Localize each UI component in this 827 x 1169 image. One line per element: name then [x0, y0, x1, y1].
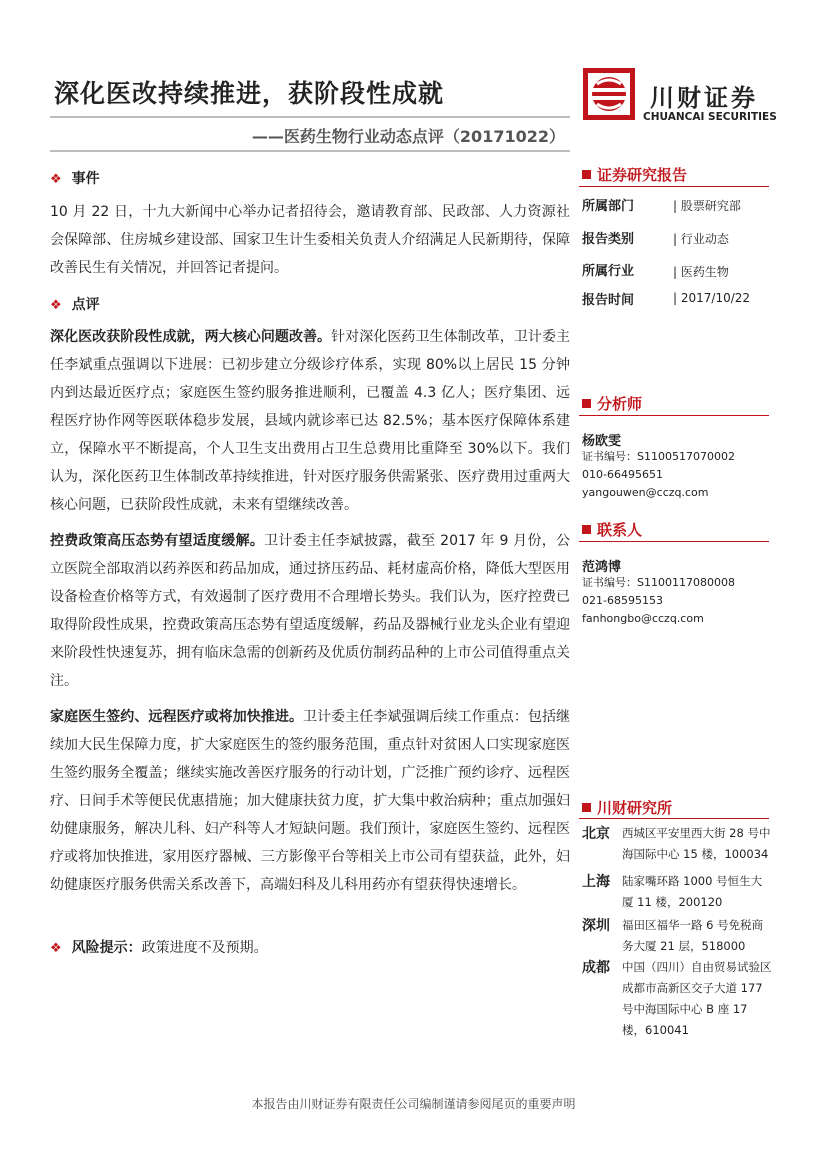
contact-cert: 证书编号：S1100117080008 — [582, 576, 735, 589]
institute-heading: 川财研究所 — [582, 797, 672, 818]
square-marker-icon — [582, 399, 591, 408]
info-value: | 医药生物 — [673, 265, 729, 279]
company-name-cn: 川财证券 — [650, 84, 758, 112]
info-value: | 2017/10/22 — [673, 291, 751, 305]
office-address: 西城区平安里西大街 28 号中海国际中心 15 楼，100034 — [622, 826, 771, 861]
paragraph-lead: 家庭医生签约、远程医疗或将加快推进。 — [50, 709, 303, 725]
sidebar-rule — [579, 818, 769, 819]
office-city: 成都 — [582, 960, 610, 976]
report-subtitle: ——医药生物行业动态点评（20171022） — [251, 127, 565, 146]
sidebar-rule — [579, 186, 769, 187]
contact-phone: 021-68595153 — [582, 594, 663, 607]
title-rule — [50, 116, 570, 118]
footer-disclaimer: 本报告由川财证券有限责任公司编制谨请参阅尾页的重要声明 — [251, 1097, 576, 1111]
square-marker-icon — [582, 170, 591, 179]
info-key: 报告类别 — [582, 232, 635, 247]
info-key: 报告时间 — [582, 293, 635, 308]
analyst-phone: 010-66495651 — [582, 468, 663, 481]
office-city: 深圳 — [582, 918, 610, 934]
analyst-cert: 证书编号：S1100517070002 — [582, 450, 735, 463]
office-city: 北京 — [582, 826, 610, 842]
info-value: | 行业动态 — [673, 232, 729, 246]
paragraph-family-doctor: 家庭医生签约、远程医疗或将加快推进。卫计委主任李斌强调后续工作重点：包括继续加大民生保障力度，扩大家庭医生的签约服务范围，重点针对贫困人口实现家庭医生签约服务全覆盖；继续实施改善医疗服务的行动计划，广泛推广预约诊疗、远程医疗、日间手术等便民优惠措施；加大健康扶贫力度，扩大集中救治病种；重点加强妇幼健康服务，解决儿科、妇产科等人才短缺问题。我们预计，家庭医生签约、远程医疗或将加快推进，家用医疗器械、三方影像平台等相关上市公司有望获益，此外，妇幼健康医疗服务供需关系改善下，高端妇科及儿科用药亦有望获得快速增长。 — [50, 709, 570, 893]
diamond-bullet-icon: ❖ — [50, 298, 62, 313]
paragraph-reform-progress: 深化医改获阶段性成就，两大核心问题改善。针对深化医药卫生体制改革，卫计委主任李斌重点强调以下进展：已初步建立分级诊疗体系，实现 80%以上居民 15 分钟内到达最近医疗点；家庭医生签约服务推进顺利，已覆盖 4.3 亿人；医疗集团、远程医疗协作网等医联体稳步发展，县域内就诊率已达 82.5%；基本医疗保障体系建立，保障水平不断提高，个人卫生支出费用占卫生总费用比重降至 30%以下。我们认为，深化医药卫生体制改革持续推进，针对医疗服务供需紧张、医疗费用过重两大核心问题，已获阶段性成就，未来有望继续改善。 — [50, 329, 571, 513]
info-key: 所属部门 — [582, 199, 635, 214]
comment-heading: ❖ 点评 — [50, 297, 100, 313]
info-key: 所属行业 — [582, 264, 635, 279]
analyst-heading: 分析师 — [582, 393, 642, 414]
paragraph-lead: 控费政策高压态势有望适度缓解。 — [50, 533, 265, 549]
office-city: 上海 — [582, 874, 610, 890]
sidebar-rule — [579, 415, 769, 416]
subtitle-rule — [50, 150, 570, 152]
info-value: | 股票研究部 — [673, 199, 741, 213]
office-address: 中国（四川）自由贸易试验区成都市高新区交子大道 177 号中海国际中心 B 座 17 楼，610041 — [622, 960, 772, 1037]
sidebar-rule — [579, 541, 769, 542]
event-heading: ❖ 事件 — [50, 171, 100, 187]
analyst-name: 杨欧雯 — [582, 434, 622, 449]
risk-note: ❖ 风险提示：政策进度不及预期。 — [50, 940, 268, 956]
square-marker-icon — [582, 525, 591, 534]
contact-email[interactable]: fanhongbo@cczq.com — [582, 612, 704, 625]
company-logo-icon — [583, 68, 635, 120]
report-type-heading: 证券研究报告 — [582, 164, 687, 185]
office-address: 福田区福华一路 6 号免税商务大厦 21 层，518000 — [622, 918, 764, 953]
diamond-bullet-icon: ❖ — [50, 941, 62, 956]
diamond-bullet-icon: ❖ — [50, 172, 62, 187]
paragraph-cost-control: 控费政策高压态势有望适度缓解。卫计委主任李斌披露，截至 2017 年 9 月份，公立医院全部取消以药养医和药品加成，通过挤压药品、耗材虚高价格，降低大型医用设备检查价格等方式，有效遏制了医疗费用不合理增长势头。我们认为，医疗控费已取得阶段性成果，控费政策高压态势有望适度缓解，药品及器械行业龙头企业有望迎来阶段性快速复苏，拥有临床急需的创新药及优质仿制药品种的上市公司值得重点关注。 — [50, 533, 570, 689]
contact-name: 范鸿博 — [582, 560, 622, 575]
paragraph-lead: 深化医改获阶段性成就，两大核心问题改善。 — [50, 329, 332, 345]
report-title: 深化医改持续推进，获阶段性成就 — [54, 79, 445, 108]
contact-heading: 联系人 — [582, 519, 642, 540]
event-paragraph: 10 月 22 日，十九大新闻中心举办记者招待会，邀请教育部、民政部、人力资源社会保障部、住房城乡建设部、国家卫生计生委相关负责人介绍满足人民新期待，保障改善民生有关情况，并回答记者提问。 — [50, 204, 570, 276]
analyst-email[interactable]: yangouwen@cczq.com — [582, 486, 709, 499]
company-name-en: CHUANCAI SECURITIES — [643, 111, 777, 123]
office-address: 陆家嘴环路 1000 号恒生大厦 11 楼，200120 — [622, 874, 763, 909]
square-marker-icon — [582, 803, 591, 812]
